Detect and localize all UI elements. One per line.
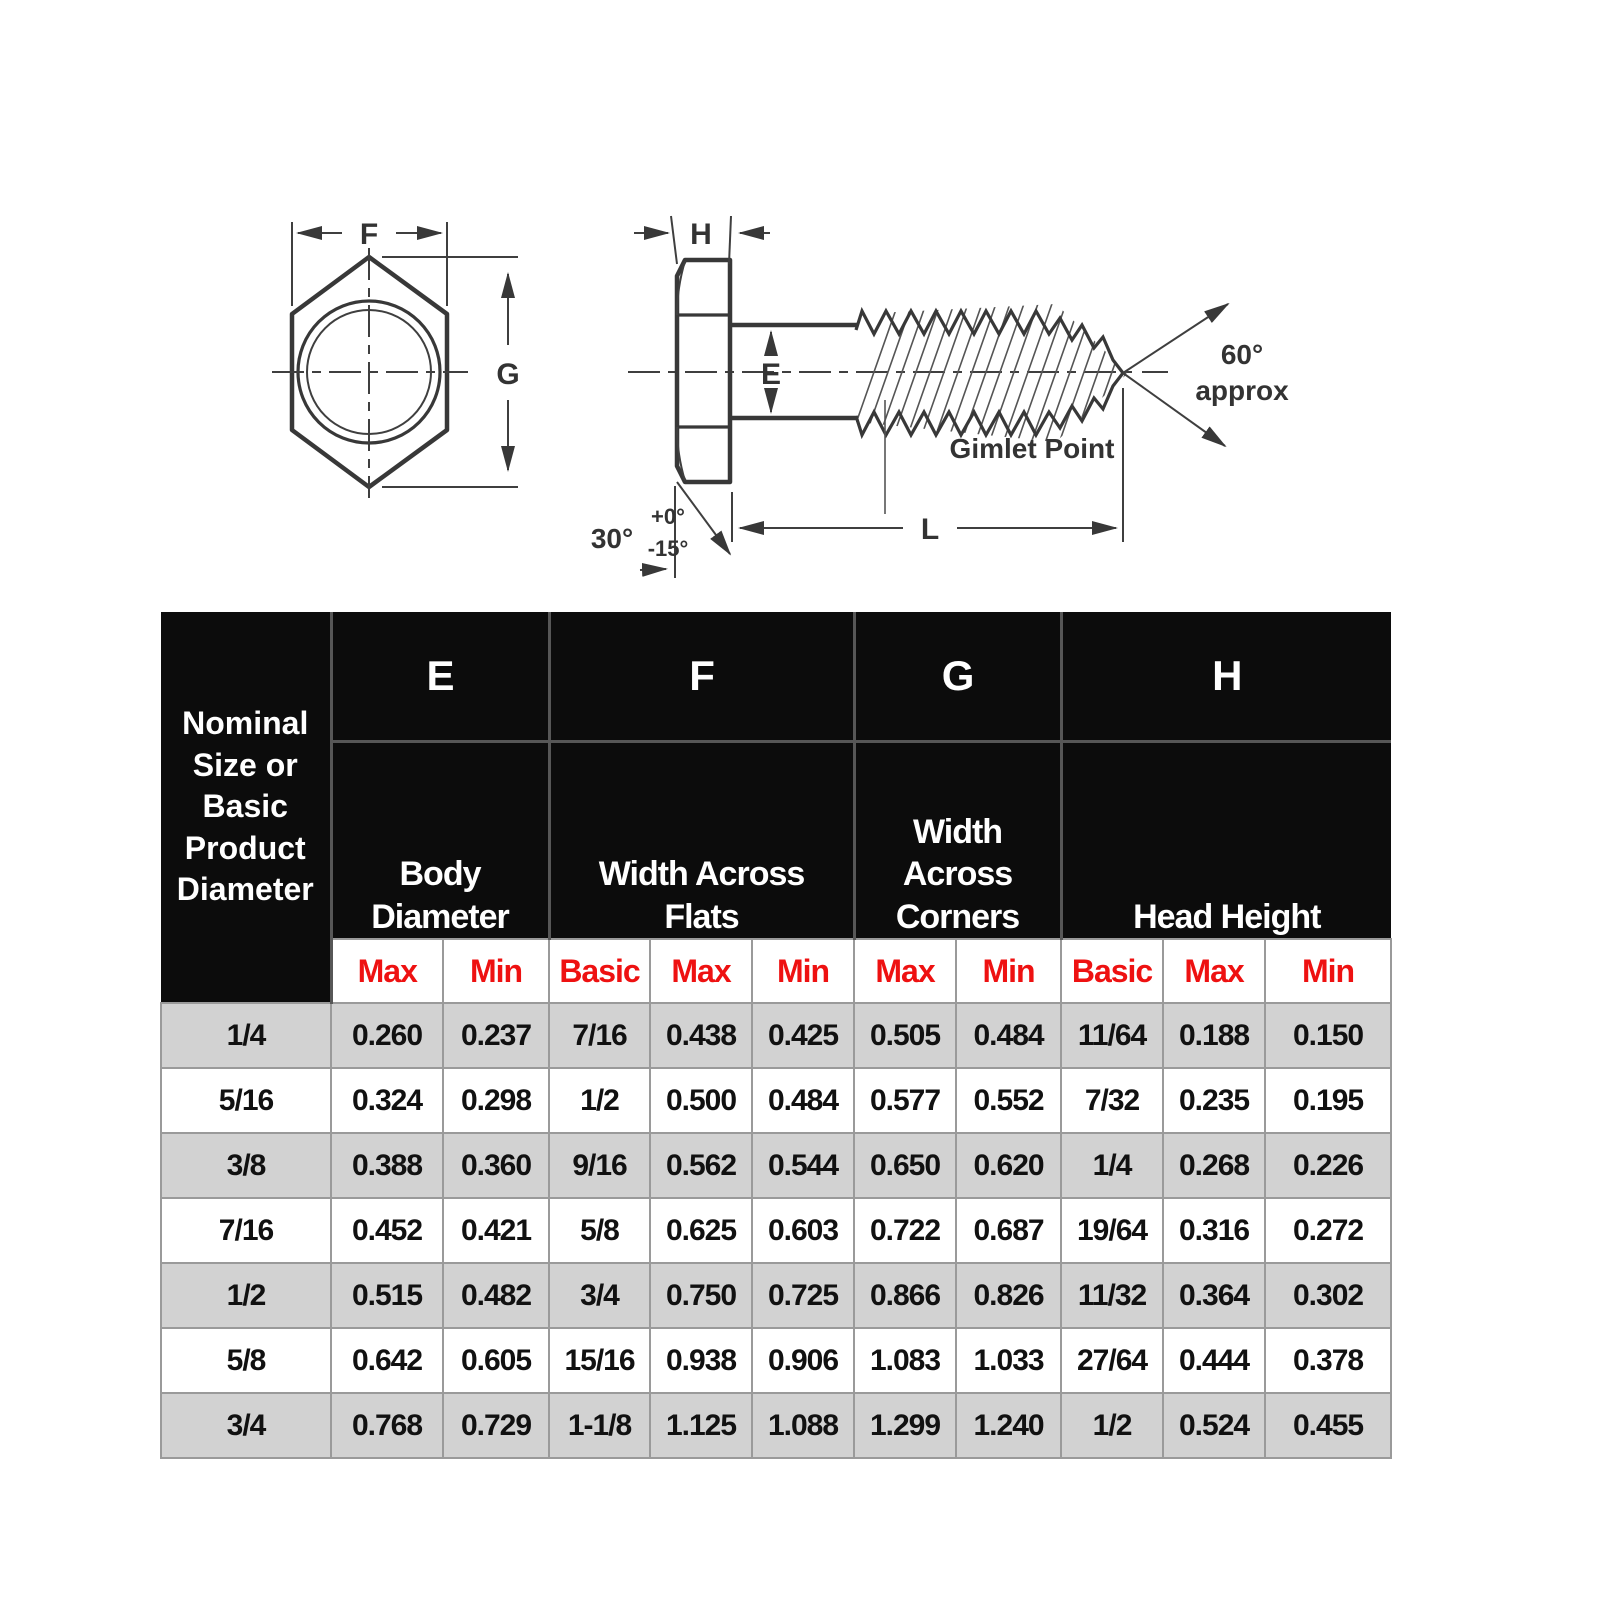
tolerance-plus-label: +0° <box>651 504 685 529</box>
table-cell: 1.240 <box>956 1393 1061 1458</box>
table-row <box>161 1328 1391 1393</box>
table-cell: 0.484 <box>752 1068 854 1133</box>
table-cell: 1.125 <box>650 1393 752 1458</box>
tolerance-minus-label: -15° <box>647 536 689 561</box>
table-cell: 0.364 <box>1163 1263 1265 1328</box>
table-cell: 0.826 <box>956 1263 1061 1328</box>
table-cell: 0.603 <box>752 1198 854 1263</box>
table-cell: 5/8 <box>161 1328 331 1393</box>
angle-30-label: 30° <box>590 523 634 554</box>
dim-label-g: G <box>496 358 520 391</box>
table-cell: 0.938 <box>650 1328 752 1393</box>
col-header-h: H <box>1061 612 1391 742</box>
subcol-f-basic: Basic <box>549 939 650 1003</box>
table-cell: 1.088 <box>752 1393 854 1458</box>
dim-label-f: F <box>359 218 379 251</box>
table-cell: 0.452 <box>331 1198 443 1263</box>
table-cell: 0.360 <box>443 1133 549 1198</box>
table-cell: 11/32 <box>1061 1263 1163 1328</box>
table-cell: 0.388 <box>331 1133 443 1198</box>
table-cell: 9/16 <box>549 1133 650 1198</box>
approx-label: approx <box>1195 375 1289 406</box>
table-cell: 0.620 <box>956 1133 1061 1198</box>
col-header-width-across-flats <box>549 742 854 940</box>
table-cell: 0.455 <box>1265 1393 1391 1458</box>
table-row <box>161 1393 1391 1458</box>
table-cell: 0.150 <box>1265 1003 1391 1068</box>
table-cell: 0.577 <box>854 1068 956 1133</box>
table-cell: 0.505 <box>854 1003 956 1068</box>
subcolumn-header-row <box>161 939 1391 1003</box>
table-cell: 0.722 <box>854 1198 956 1263</box>
table-cell: 19/64 <box>1061 1198 1163 1263</box>
table-cell: 0.552 <box>956 1068 1061 1133</box>
table-cell: 0.188 <box>1163 1003 1265 1068</box>
table-cell: 1/2 <box>549 1068 650 1133</box>
dimension-e <box>761 332 781 412</box>
table-cell: 0.515 <box>331 1263 443 1328</box>
table-cell: 3/4 <box>161 1393 331 1458</box>
dim-label-e: E <box>760 358 782 391</box>
lag-screw-side-view <box>591 216 1289 578</box>
table-row <box>161 1263 1391 1328</box>
hex-head-end-view <box>272 218 520 498</box>
table-cell: 0.237 <box>443 1003 549 1068</box>
table-cell: 0.268 <box>1163 1133 1265 1198</box>
col-header-g: G <box>854 612 1061 742</box>
table-cell: 0.650 <box>854 1133 956 1198</box>
table-cell: 15/16 <box>549 1328 650 1393</box>
table-cell: 1.299 <box>854 1393 956 1458</box>
table-cell: 1/4 <box>1061 1133 1163 1198</box>
dimension-h <box>634 216 770 264</box>
threaded-section <box>848 298 1166 514</box>
table-cell: 1/2 <box>1061 1393 1163 1458</box>
table-row <box>161 1068 1391 1133</box>
table-cell: 27/64 <box>1061 1328 1163 1393</box>
table-row <box>161 1003 1391 1068</box>
table-cell: 1-1/8 <box>549 1393 650 1458</box>
table-cell: 0.524 <box>1163 1393 1265 1458</box>
table-cell: 0.438 <box>650 1003 752 1068</box>
table-cell: 1/4 <box>161 1003 331 1068</box>
subcol-f-max: Max <box>650 939 752 1003</box>
table-cell: 0.378 <box>1265 1328 1391 1393</box>
lag-screw-dimension-table <box>160 612 1392 1459</box>
table-cell: 5/8 <box>549 1198 650 1263</box>
table-cell: 0.195 <box>1265 1068 1391 1133</box>
table-cell: 0.324 <box>331 1068 443 1133</box>
table-cell: 7/16 <box>549 1003 650 1068</box>
subcol-e-min: Min <box>443 939 549 1003</box>
desc-text: Head Height <box>1133 897 1321 936</box>
desc-text: Width Across Corners <box>895 812 1020 936</box>
table-cell: 0.906 <box>752 1328 854 1393</box>
table-cell: 0.605 <box>443 1328 549 1393</box>
dimension-l <box>732 388 1123 546</box>
desc-text: Width Across Flats <box>598 855 805 936</box>
table-cell: 0.425 <box>752 1003 854 1068</box>
subcol-h-max: Max <box>1163 939 1265 1003</box>
table-cell: 0.235 <box>1163 1068 1265 1133</box>
gimlet-point-angle <box>1123 304 1289 446</box>
col-header-body-diameter <box>331 742 549 940</box>
table-cell: 7/32 <box>1061 1068 1163 1133</box>
table-cell: 0.729 <box>443 1393 549 1458</box>
lag-screw-technical-drawing <box>0 0 1600 600</box>
description-header-row <box>161 742 1391 940</box>
angle-60-label: 60° <box>1220 339 1264 370</box>
table-cell: 0.272 <box>1265 1198 1391 1263</box>
table-cell: 0.642 <box>331 1328 443 1393</box>
table-cell: 3/8 <box>161 1133 331 1198</box>
underhead-angle-callout <box>591 482 730 578</box>
col-header-head-height <box>1061 742 1391 940</box>
table-cell: 0.544 <box>752 1133 854 1198</box>
subcol-f-min: Min <box>752 939 854 1003</box>
table-cell: 1.033 <box>956 1328 1061 1393</box>
letter-header-row <box>161 612 1391 742</box>
table-cell: 0.298 <box>443 1068 549 1133</box>
subcol-g-max: Max <box>854 939 956 1003</box>
table-cell: 0.260 <box>331 1003 443 1068</box>
table-cell: 0.484 <box>956 1003 1061 1068</box>
table-cell: 1/2 <box>161 1263 331 1328</box>
table-cell: 0.500 <box>650 1068 752 1133</box>
subcol-h-basic: Basic <box>1061 939 1163 1003</box>
desc-text: Body Diameter <box>371 855 509 936</box>
table-row <box>161 1133 1391 1198</box>
table-cell: 1.083 <box>854 1328 956 1393</box>
table-cell: 0.444 <box>1163 1328 1265 1393</box>
table-cell: 0.316 <box>1163 1198 1265 1263</box>
gimlet-point-label: Gimlet Point <box>949 433 1115 464</box>
table-cell: 0.866 <box>854 1263 956 1328</box>
table-cell: 7/16 <box>161 1198 331 1263</box>
subcol-h-min: Min <box>1265 939 1391 1003</box>
corner-header: Nominal Size or Basic Product Diameter <box>161 612 331 1003</box>
table-cell: 0.302 <box>1265 1263 1391 1328</box>
table-row <box>161 1198 1391 1263</box>
table-cell: 0.625 <box>650 1198 752 1263</box>
subcol-g-min: Min <box>956 939 1061 1003</box>
table-cell: 0.750 <box>650 1263 752 1328</box>
subcol-e-max: Max <box>331 939 443 1003</box>
spec-table-body <box>161 1003 1391 1458</box>
col-header-e: E <box>331 612 549 742</box>
dim-label-h: H <box>690 218 712 251</box>
table-cell: 0.725 <box>752 1263 854 1328</box>
table-cell: 0.687 <box>956 1198 1061 1263</box>
table-cell: 0.482 <box>443 1263 549 1328</box>
col-header-width-across-corners <box>854 742 1061 940</box>
col-header-f: F <box>549 612 854 742</box>
table-cell: 11/64 <box>1061 1003 1163 1068</box>
table-cell: 0.421 <box>443 1198 549 1263</box>
table-cell: 0.768 <box>331 1393 443 1458</box>
dim-label-l: L <box>920 513 940 546</box>
table-cell: 3/4 <box>549 1263 650 1328</box>
table-cell: 0.562 <box>650 1133 752 1198</box>
table-cell: 5/16 <box>161 1068 331 1133</box>
table-cell: 0.226 <box>1265 1133 1391 1198</box>
